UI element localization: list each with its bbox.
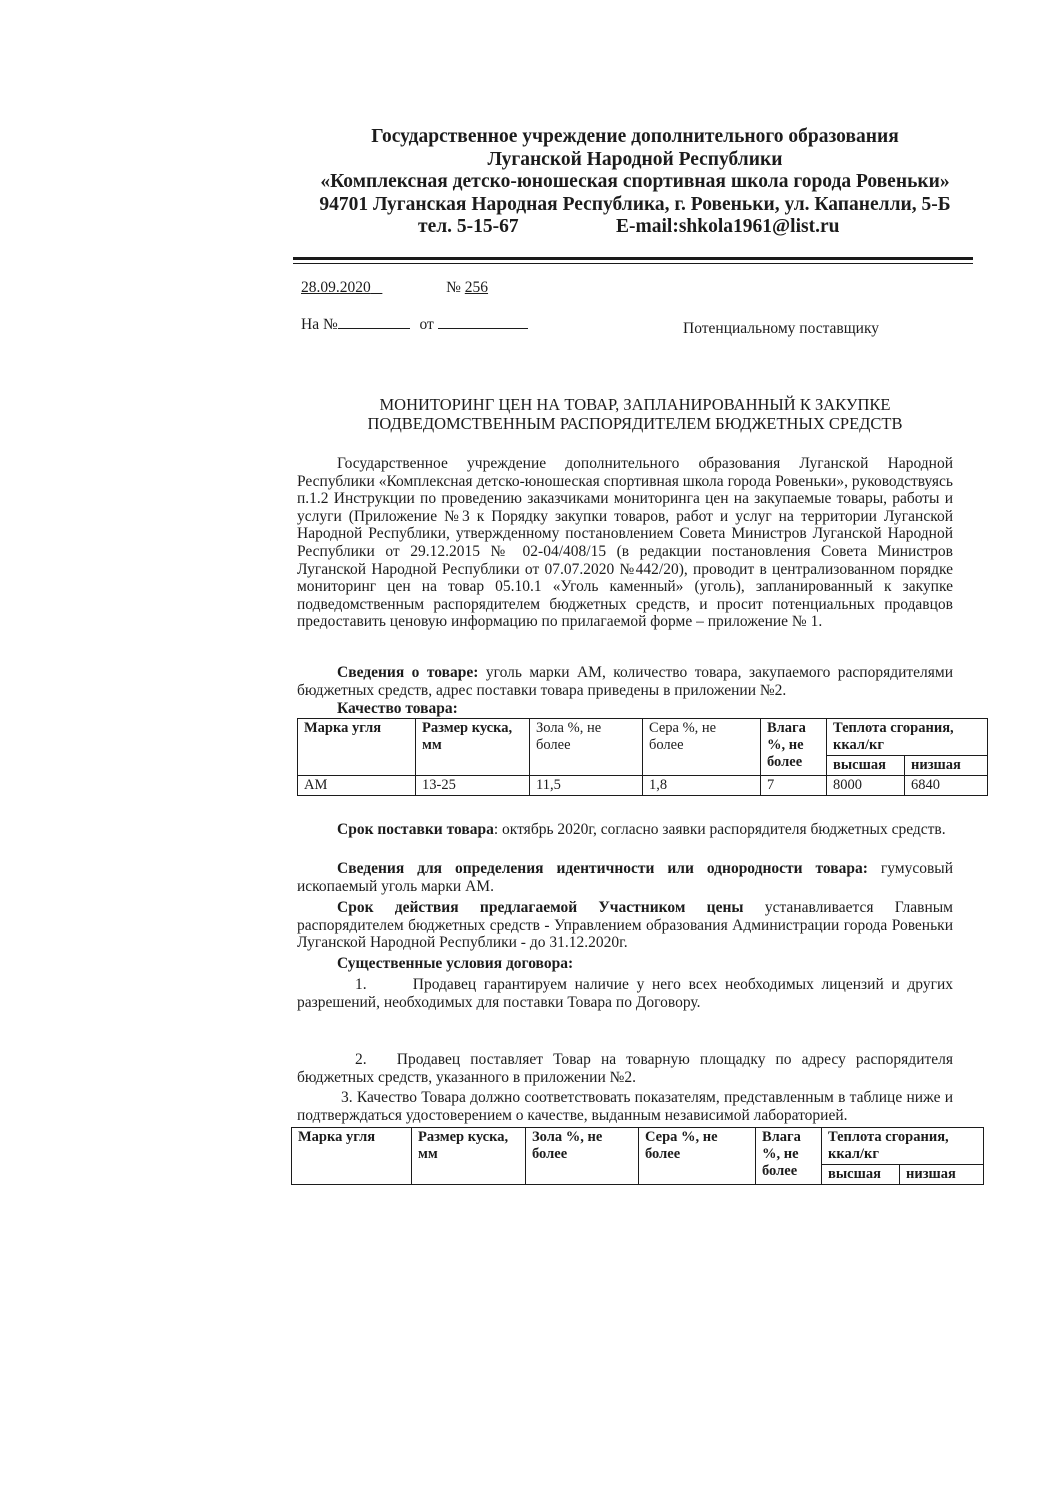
letterhead-line-1: Государственное учреждение дополнительного образования — [371, 126, 899, 147]
reference-line — [301, 314, 528, 334]
letterhead-line-2: Луганской Народной Республики — [487, 148, 783, 170]
title-line-1: МОНИТОРИНГ ЦЕН НА ТОВАР, ЗАПЛАНИРОВАННЫЙ К ЗАКУПКЕ — [379, 395, 891, 414]
reference-label: На № — [301, 316, 338, 333]
letterhead-rule-thick — [293, 257, 973, 260]
validity-text: устанавливается Главным распорядителем бюджетных средств - Управлением образования Администрации города Ровеньки Луганской Народной Республики - до 31.12.2020г. — [297, 899, 953, 952]
header-moisture: Влага %, не более — [756, 1128, 822, 1185]
header-size: Размер куска, мм — [416, 719, 530, 776]
condition-1-text: Продавец гарантируем наличие у него всех необходимых лицензий и других разрешений, необходимых для поставки Товара по Договору. — [297, 976, 953, 1011]
header-heat-low: низшая — [905, 756, 988, 776]
cell-heat-low: 6840 — [905, 776, 988, 796]
condition-2 — [297, 1051, 953, 1086]
identity-paragraph — [297, 860, 953, 895]
goods-info-paragraph — [297, 664, 953, 699]
document-title — [290, 395, 980, 433]
header-moisture: Влага %, не более — [761, 719, 827, 776]
outgoing-date: 28.09.2020 — [301, 279, 371, 296]
quality-table — [297, 718, 988, 796]
condition-3: 3. Качество Товара должно соответствовать показателям, представленным в таблице ниже и подтверждаться удостоверением о качестве, выданным независимой лабораторией. — [297, 1089, 953, 1124]
letterhead-line-3: «Комплексная детско-юношеская спортивная школа города Ровеньки» — [320, 171, 950, 192]
header-heat-high: высшая — [822, 1165, 900, 1185]
delivery-term-text: : октябрь 2020г, согласно заявки распорядителя бюджетных средств. — [493, 821, 946, 838]
cell-size: 13-25 — [416, 776, 530, 796]
letterhead-rule-thin — [293, 263, 973, 264]
quality-heading: Качество товара: — [337, 700, 458, 717]
cell-grade: АМ — [298, 776, 416, 796]
goods-info-text: уголь марки АМ, количество товара, закупаемого распорядителями бюджетных средств, адрес поставки товара приведены в приложении №2. — [297, 664, 954, 699]
cell-heat-high: 8000 — [827, 776, 905, 796]
header-ash: Зола %, не более — [526, 1128, 639, 1185]
identity-label: Сведения для определения идентичности или однородности товара: — [337, 860, 868, 877]
cell-sulfur: 1,8 — [643, 776, 761, 796]
header-sulfur: Сера %, не более — [639, 1128, 756, 1185]
header-sulfur: Сера %, не более — [643, 719, 761, 776]
header-heat-low: низшая — [900, 1165, 984, 1185]
cell-ash: 11,5 — [530, 776, 643, 796]
letterhead — [290, 126, 980, 238]
outgoing-date-line — [301, 279, 488, 297]
letterhead-contacts — [290, 216, 980, 238]
outgoing-number: 256 — [464, 279, 489, 296]
header-heat-high: высшая — [827, 756, 905, 776]
intro-paragraph: Государственное учреждение дополнительного образования Луганской Народной Республики «Комплексная детско-юношеская спортивная школа города Ровеньки», руководствуясь п.1.2 Инструкции по проведению заказчиками мониторинга цен на закупаемые товары, работы и услуги (Приложение №3 к Порядку закупки товаров, работ и услуг на территории Луганской Народной Республики, утвержденному постановлением Совета Министров Луганской Народной Республики от 29.12.2015 № 02-04/408/15 (в редакции постановления Совета Министров Луганской Народной Республики от 07.07.2020 №442/20), проводит в централизованном порядке мониторинг цен на товар 05.10.1 «Уголь каменный» (уголь), запланированный к закупке подведомственным распорядителем бюджетных средств, и просит потенциальных продавцов предоставить ценовую информацию по прилагаемой форме – приложение № 1. — [297, 455, 953, 631]
identity-text: гумусовый ископаемый уголь марки АМ. — [297, 860, 953, 895]
header-heat: Теплота сгорания, ккал/кг — [827, 719, 988, 756]
letterhead-email: E-mail:shkola1961@list.ru — [616, 216, 840, 237]
outgoing-number-label: № — [446, 279, 461, 296]
header-grade: Марка угля — [298, 719, 416, 776]
goods-info-label: Сведения о товаре: — [337, 664, 479, 681]
condition-1-number: 1. — [355, 976, 367, 993]
delivery-term-paragraph — [297, 821, 953, 839]
conditions-heading: Существенные условия договора: — [337, 955, 574, 972]
reference-from-label: от — [419, 316, 434, 333]
title-line-2: ПОДВЕДОМСТВЕННЫМ РАСПОРЯДИТЕЛЕМ БЮДЖЕТНЫХ СРЕДСТВ — [367, 414, 903, 433]
table-row — [298, 776, 988, 796]
header-ash: Зола %, не более — [530, 719, 643, 776]
validity-paragraph — [297, 899, 953, 952]
condition-1 — [297, 976, 953, 1011]
letterhead-address: 94701 Луганская Народная Республика, г. Ровеньки, ул. Капанелли, 5-Б — [319, 193, 951, 215]
quality-requirements-table — [291, 1127, 984, 1185]
header-grade: Марка угля — [292, 1128, 412, 1185]
header-heat: Теплота сгорания, ккал/кг — [822, 1128, 984, 1165]
condition-2-number: 2. — [355, 1051, 367, 1068]
delivery-term-label: Срок поставки товара — [337, 821, 494, 838]
condition-2-text: Продавец поставляет Товар на товарную площадку по адресу распорядителя бюджетных средств, указанного в приложении №2. — [297, 1051, 954, 1086]
addressee: Потенциальному поставщику — [683, 320, 880, 337]
validity-label: Срок действия предлагаемой Участником цены — [337, 899, 744, 916]
cell-moisture: 7 — [761, 776, 827, 796]
letterhead-phone: тел. 5-15-67 — [418, 216, 519, 237]
header-size: Размер куска, мм — [412, 1128, 526, 1185]
